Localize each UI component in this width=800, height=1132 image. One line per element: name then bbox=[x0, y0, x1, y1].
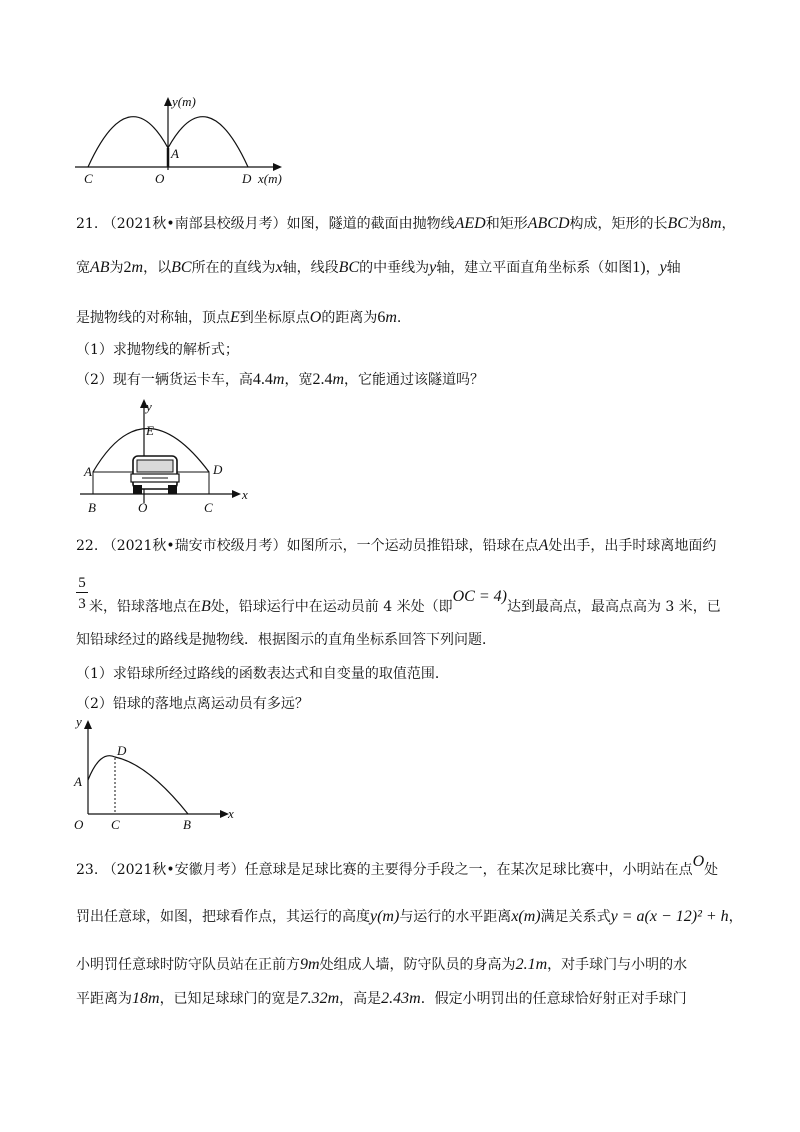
fig21-point-c: C bbox=[204, 500, 213, 515]
fig21-point-d: D bbox=[213, 462, 223, 477]
q21-sub-1: （1）求抛物线的解析式； bbox=[76, 342, 239, 358]
q21-line-2: 宽AB为2m，以BC所在的直线为x轴，线段BC的中垂线为y轴，建立平面直角坐标系（如图1)，y轴 bbox=[76, 259, 681, 276]
fig21-point-b: B bbox=[88, 500, 96, 515]
q22-sub-1: （1）求铅球所经过路线的函数表达式和自变量的取值范围． bbox=[76, 666, 449, 682]
fig22-point-b: B bbox=[183, 817, 191, 832]
fig22-point-o: O bbox=[74, 817, 84, 832]
q23-line-1: 23. （2021秋•安徽月考）任意球是足球比赛的主要得分手段之一，在某次足球比赛中，小明站在点O处 bbox=[76, 853, 719, 878]
fig20-point-d: D bbox=[242, 171, 252, 186]
fig22-y-label: y bbox=[76, 714, 82, 729]
fig20-point-a: A bbox=[171, 146, 179, 161]
q22-line-3: 知铅球经过的路线是抛物线．根据图示的直角坐标系回答下列问题． bbox=[76, 632, 496, 648]
truck-icon bbox=[131, 456, 179, 494]
q22-line-1: 22. （2021秋•瑞安市校级月考）如图所示，一个运动员推铅球，铅球在点A处出手，出手时球离地面约 bbox=[76, 537, 717, 554]
q23-line-4: 平距离为18m，已知足球球门的宽是7.32m，高是2.43m．假定小明罚出的任意球恰好射正对手球门 bbox=[76, 990, 687, 1007]
q21-sub-2: （2）现有一辆货运卡车，高4.4m，宽2.4m，它能通过该隧道吗？ bbox=[76, 371, 485, 388]
q23-line-2: 罚出任意球，如图，把球看作点，其运行的高度y(m)与运行的水平距离x(m)满足关系式y = a(x − 12)² + h， bbox=[76, 908, 743, 925]
q21-line-1: 21. （2021秋•南部县校级月考）如图，隧道的截面由抛物线AED和矩形ABCD构成，矩形的长BC为8m， bbox=[76, 215, 736, 232]
q23-line-3: 小明罚任意球时防守队员站在正前方9m处组成人墙，防守队员的身高为2.1m，对手球门与小明的水 bbox=[76, 956, 688, 973]
q22-line-2: 米，铅球落地点在B处，铅球运行中在运动员前 4 米处（即OC = 4)达到最高点，最高点高为 3 米，已 bbox=[89, 588, 721, 615]
fig21-y-label: y bbox=[146, 399, 152, 414]
fig22-point-a: A bbox=[74, 774, 82, 789]
q21-line-3: 是抛物线的对称轴，顶点E到坐标原点O的距离为6m. bbox=[76, 309, 402, 326]
fig20-point-c: C bbox=[84, 171, 93, 186]
fraction-numerator: 5 bbox=[76, 574, 88, 593]
figure-q20 bbox=[70, 92, 300, 192]
fig21-x-label: x bbox=[242, 487, 248, 502]
fig22-x-label: x bbox=[228, 806, 234, 821]
fig21-point-o: O bbox=[138, 500, 148, 515]
fig22-point-c: C bbox=[111, 817, 120, 832]
fig20-y-label: y(m) bbox=[172, 94, 196, 109]
fig21-point-e: E bbox=[146, 423, 154, 438]
figure-q22 bbox=[68, 714, 248, 832]
fig20-point-o: O bbox=[155, 171, 165, 186]
fraction-denominator: 3 bbox=[78, 596, 86, 612]
fig22-point-d: D bbox=[117, 743, 127, 758]
fig20-x-label: x(m) bbox=[258, 171, 282, 186]
q22-sub-2: （2）铅球的落地点离运动员有多远？ bbox=[76, 696, 309, 712]
figure-q21 bbox=[76, 393, 256, 518]
fig21-point-a: A bbox=[84, 464, 92, 479]
